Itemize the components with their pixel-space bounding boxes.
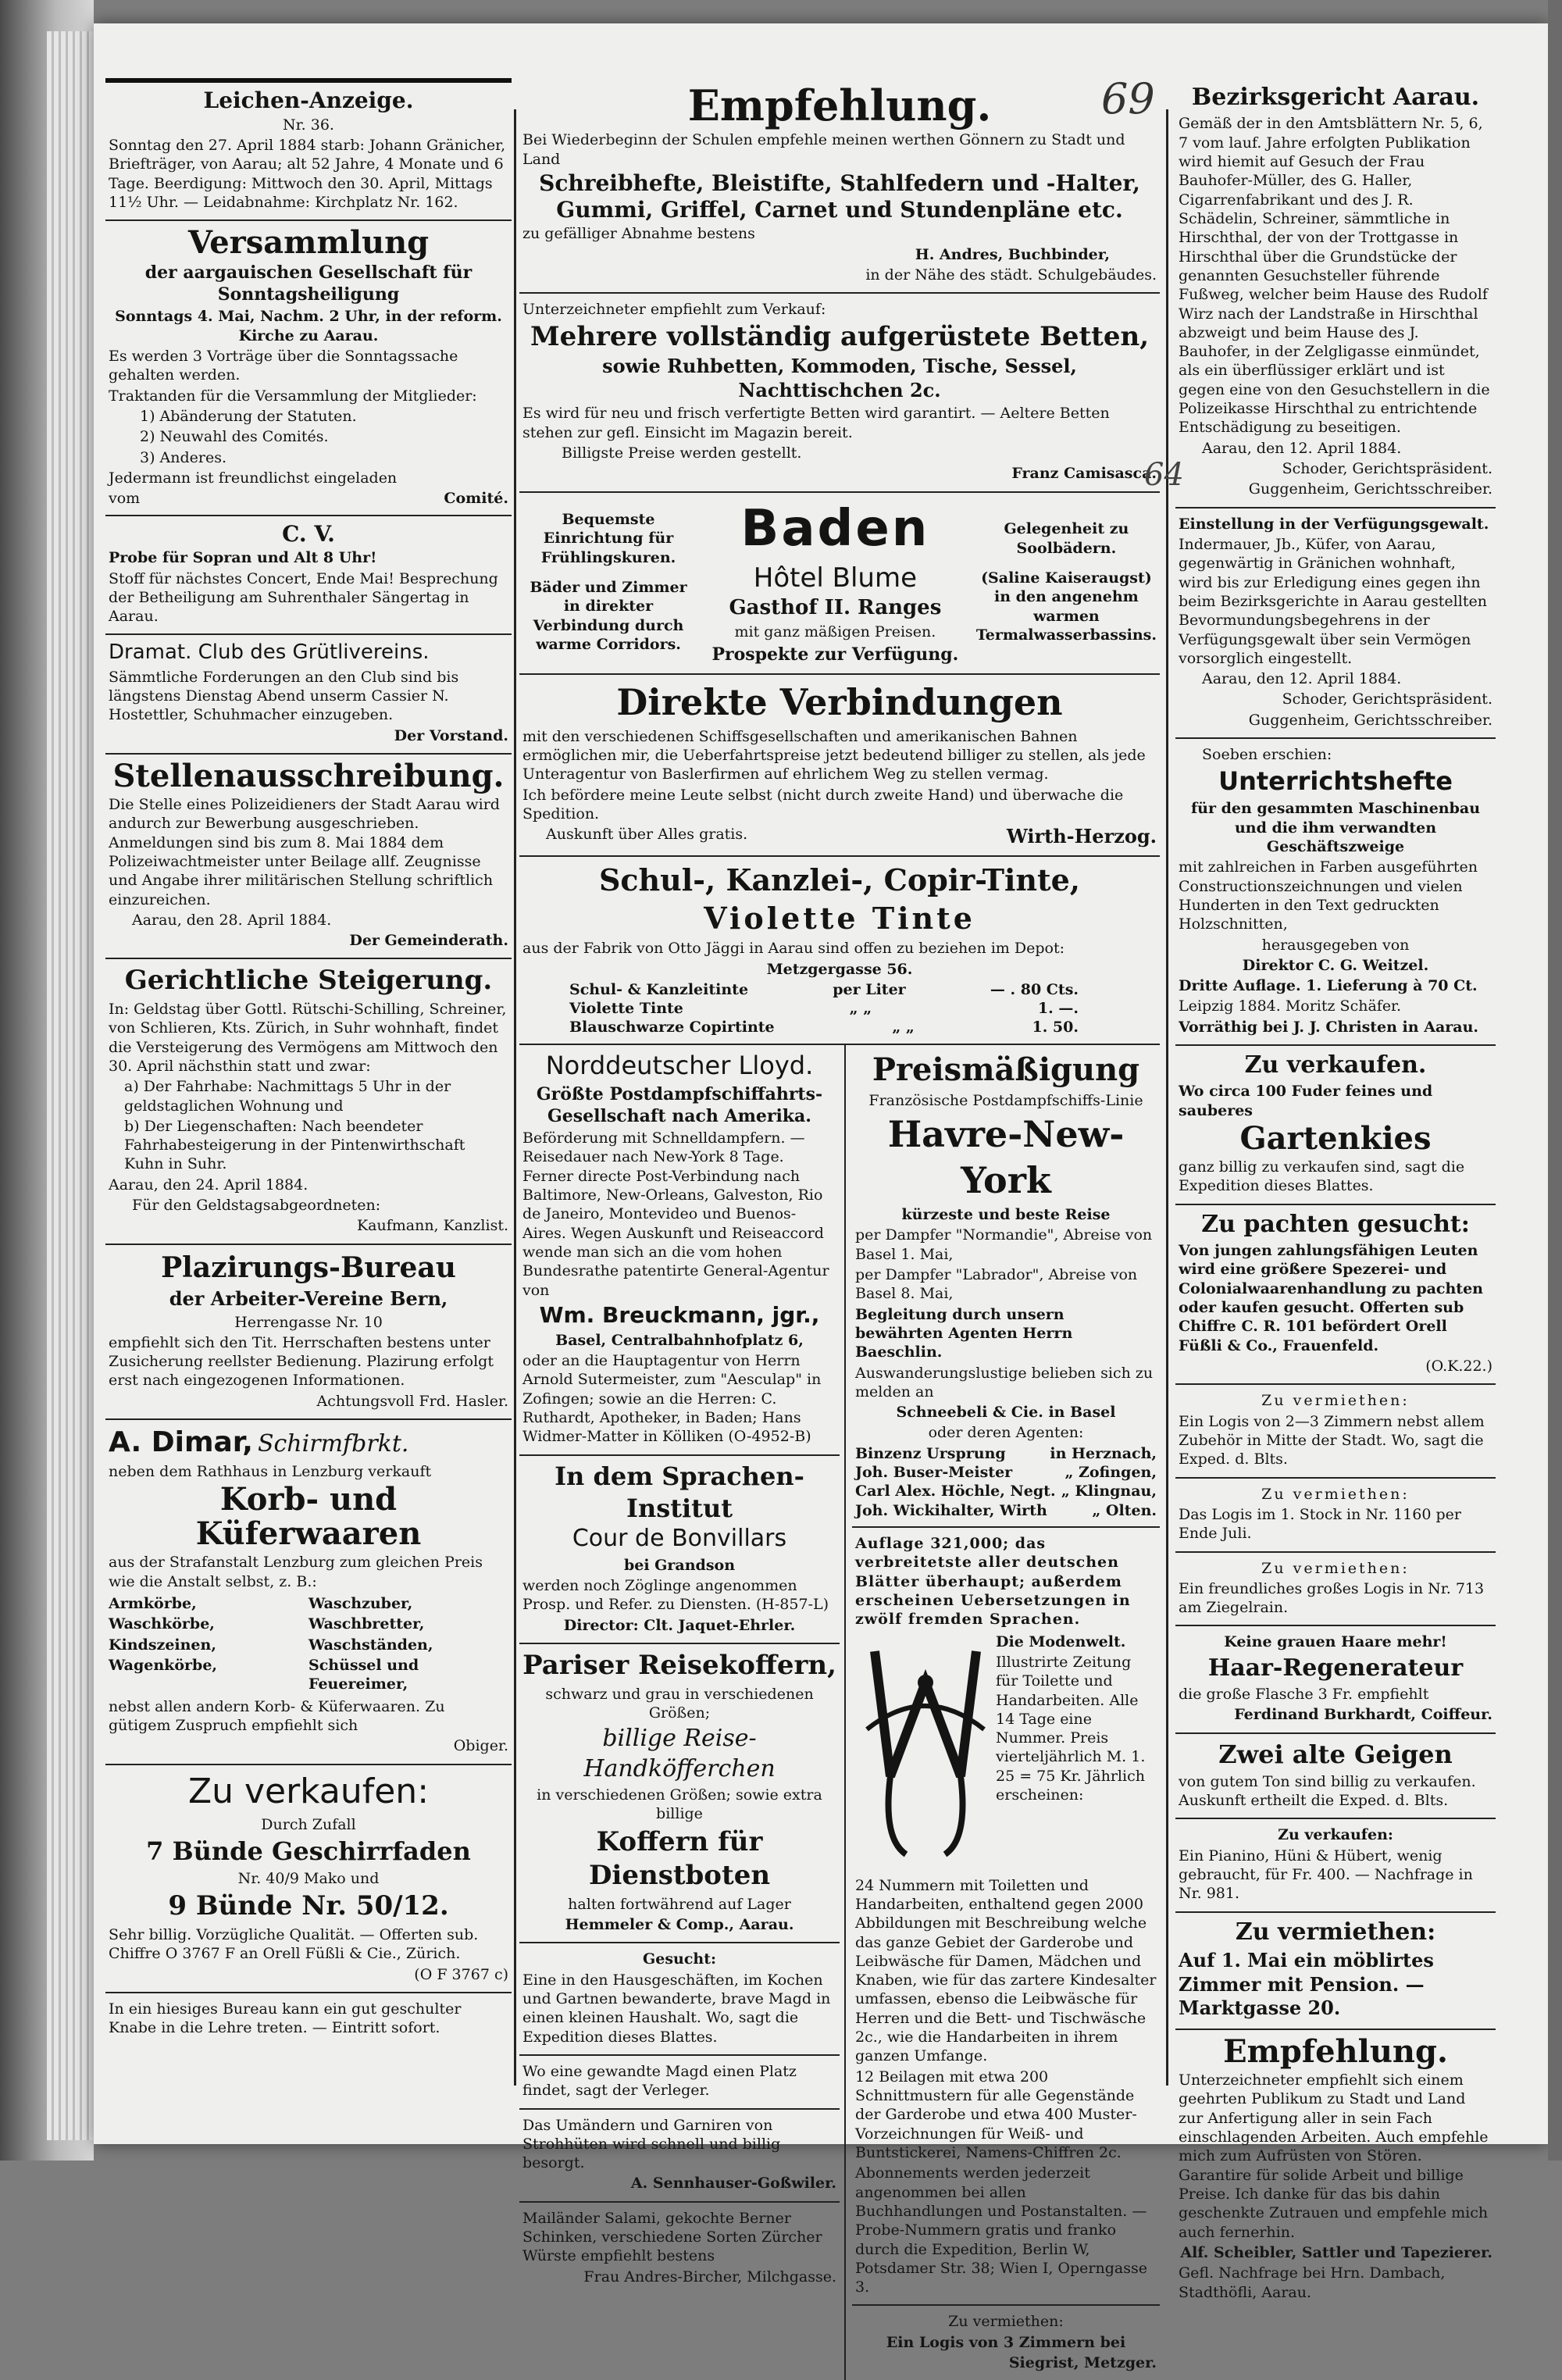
ad-text: In ein hiesiges Bureau kann ein gut geschulter Knabe in die Lehre treten. — Eintritt sofort. xyxy=(109,2000,462,2037)
ad-tail: ganz billig zu verkaufen sind, sagt die Expedition dieses Blattes. xyxy=(1179,1158,1465,1195)
ad-address: in der Nähe des städt. Schulgebäudes. xyxy=(865,266,1157,284)
ad-gesucht xyxy=(519,1943,840,2056)
ad-title: Leichen-Anzeige. xyxy=(203,87,414,113)
ad-sign: Der Gemeinderath. xyxy=(349,932,508,950)
scan-border xyxy=(1548,0,1562,2161)
ad-firm: Schneebeli & Cie. in Basel xyxy=(896,1404,1116,1422)
ad-sign: Alf. Scheibler, Sattler und Tapezierer. xyxy=(1180,2243,1492,2261)
ad-item: 2) Neuwahl des Comités. xyxy=(140,428,329,446)
ad-date: Aarau, den 12. April 1884. xyxy=(1202,670,1402,688)
ad-title: Versammlung xyxy=(187,224,430,262)
ad-sprachen xyxy=(519,1456,840,1645)
ad-hotel: Hôtel Blume xyxy=(753,562,918,594)
ad-bezirksgericht xyxy=(1175,78,1496,508)
ad-sign: H. Andres, Buchbinder, xyxy=(915,245,1110,263)
price-row: Violette Tinte „ „ 1. —. xyxy=(569,1000,1079,1018)
column-2 xyxy=(519,78,1160,2372)
ad-line-1: Durch Zufall xyxy=(261,1815,356,1833)
ad-code: (O F 3767 c) xyxy=(414,1965,508,1983)
ad-date: Aarau, den 28. April 1884. xyxy=(132,911,332,929)
ad-stroh xyxy=(519,2110,840,2203)
ad-title: Zwei alte Geigen xyxy=(1218,1739,1453,1769)
ad-place: Cour de Bonvillars xyxy=(572,1525,787,1553)
ad-sign: Ferdinand Burkhardt, Coiffeur. xyxy=(1234,1706,1492,1724)
ad-sign: Franz Camisasca. xyxy=(1011,465,1157,483)
ad-title: Empfehlung. xyxy=(687,80,992,130)
ad-intro: Soeben erschien: xyxy=(1202,746,1332,764)
ad-address: Herrengasse Nr. 10 xyxy=(234,1313,383,1331)
ad-sign: Siegrist, Metzger. xyxy=(1008,2354,1157,2372)
ad-baden xyxy=(519,493,1160,675)
ad-left-1: Bequemste Einrichtung für Frühlingskuren. xyxy=(540,511,676,566)
ad-text: Indermauer, Jb., Küfer, von Aarau, gegenwärtig in Gränichen wohnhaft, wird bis zur Erledigung eines gegen ihn beim Bezirksgerichte in Aarau gestellten Bevormundungsbegehrens in der Verfügungsgewalt über sein Vermögen vorsorglich eingestellt. xyxy=(1179,535,1487,667)
ad-depot: Metzgergasse 56. xyxy=(766,960,913,978)
ad-text: Sonntag den 27. April 1884 starb: Johann Gränicher, Briefträger, von Aarau; alt 52 Jahre, 4 Monate und 6 Tage. Beerdigung: Mittwoch den 30. April, Mittags 11½ Uhr. — Leidabnahme: Kirchplatz Nr. 162. xyxy=(109,136,506,211)
ad-text: Von jungen zahlungsfähigen Leuten wird eine größere Spezerei- und Colonialwaarenhandlung zu pachten oder kaufen gesucht. Offerten sub Chiffre C. R. 101 befördert Orell Füßli & Co., Frauenfeld. xyxy=(1179,1242,1483,1354)
ad-text: mit den verschiedenen Schiffsgesellschaften und amerikanischen Bahnen ermöglichen mir, die Ueberfahrtspreise jetzt bedeutend billiger zu stellen, als jede Unteragentur von Baslerfirmen auf ehrlichem Weg zu stellen vermag. xyxy=(522,727,1146,783)
ad-lloyd xyxy=(519,1045,840,1456)
ad-text: Auswanderungslustige belieben sich zu melden an xyxy=(855,1364,1154,1401)
ad-products: Schreibhefte, Bleistifte, Stahlfedern und -Halter, Gummi, Griffel, Carnet und Stundenpläne etc. xyxy=(539,170,1140,223)
ad-text: Es wird für neu und frisch verfertigte Betten wird garantirt. — Aeltere Betten stehen zur gefl. Einsicht im Magazin bereit. xyxy=(522,405,1110,441)
ad-subtitle: sowie Ruhbetten, Kommoden, Tische, Sessel, Nachttischchen 2c. xyxy=(602,354,1077,401)
ad-steigerung xyxy=(105,959,512,1244)
ad-item: 1) Abänderung der Statuten. xyxy=(140,408,357,426)
ad-text: Wo eine gewandte Magd einen Platz findet, sagt der Verleger. xyxy=(522,2062,797,2100)
ad-best: kürzeste und beste Reise xyxy=(901,1206,1111,1224)
ad-pre: Keine grauen Haare mehr! xyxy=(1224,1633,1447,1651)
ad-number: Nr. 36. xyxy=(283,116,334,134)
column-1 xyxy=(105,78,512,2093)
ad-trakt: Traktanden für die Versammlung der Mitglieder: xyxy=(109,387,477,405)
ad-title: Norddeutscher Lloyd. xyxy=(545,1050,814,1080)
ad-haar xyxy=(1175,1626,1496,1733)
ad-right-2: (Saline Kaiseraugst) in den angenehm warmen Termalwasserbassins. xyxy=(975,569,1157,644)
ad-list-item: Waschkörbe, xyxy=(109,1615,215,1633)
ad-tail: Gefl. Nachfrage bei Hrn. Dambach, Stadthöfli, Aarau. xyxy=(1179,2264,1446,2301)
ad-text: Ein Logis von 2—3 Zimmern nebst allem Zubehör in Mitte der Stadt. Wo, sagt die Exped. d. Blts. xyxy=(1179,1412,1485,1468)
ad-text: mit zahlreichen in Farben ausgeführten Constructionszeichnungen und vielen Hunderten in den Text gedruckten Holzschnitten, xyxy=(1179,858,1478,933)
ad-title: Direkte Verbindungen xyxy=(616,680,1063,723)
ad-text: Eine in den Hausgeschäften, im Kochen und Gartnen bewanderte, brave Magd in einen kleinen Haushalt. Wo, sagt die Expedition dieses Blattes. xyxy=(522,1971,831,2046)
ad-text: Es werden 3 Vorträge über die Sonntagssache gehalten werden. xyxy=(109,348,458,384)
ad-verm-1 xyxy=(1175,1385,1496,1478)
ad-verm-2 xyxy=(1175,1479,1496,1553)
ad-text-2: oder an die Hauptagentur von Herrn Arnold Sutermeister, zum "Aesculap" in Zofingen; sowie an die Herren: C. Ruthardt, Apotheker, in Baden; Hans Widmer-Matter in Kölliken (O-4952-B) xyxy=(522,1352,822,1446)
ad-agent: Wm. Breuckmann, jgr., xyxy=(539,1301,820,1328)
ad-sign: A. Sennhauser-Goßwiler. xyxy=(630,2175,836,2193)
ad-title: Bezirksgericht Aarau. xyxy=(1191,84,1480,111)
ad-title: Zu vermiethen: xyxy=(1261,1392,1410,1410)
ad-subtitle: der Arbeiter-Vereine Bern, xyxy=(169,1286,448,1310)
ad-dimar xyxy=(105,1420,512,1765)
ad-verm-3 xyxy=(1175,1553,1496,1627)
ad-leichen xyxy=(105,78,512,221)
ad-text: Auf 1. Mai ein möblirtes Zimmer mit Pension. — Marktgasse 20. xyxy=(1179,1948,1434,2020)
agent-row: Joh. Wickihalter, Wirth „ Olten. xyxy=(855,1501,1157,1519)
ad-title: Zu vermiethen: xyxy=(948,2313,1064,2331)
ad-text: Das Umändern und Garniren von Strohhüten wird schnell und billig besorgt. xyxy=(522,2116,781,2172)
ad-title: Baden xyxy=(740,499,930,558)
ad-dramat xyxy=(105,635,512,755)
ad-text: aus der Fabrik von Otto Jäggi in Aarau sind offen zu beziehen im Depot: xyxy=(522,940,1065,958)
ad-line-2: per Dampfer "Labrador", Abreise von Basel 8. Mai, xyxy=(855,1265,1138,1303)
ad-text: Beförderung mit Schnelldampfern. — Reisedauer nach New-York 8 Tage. Ferner directe Post-Verbindung nach Baltimore, New-Orleans, Galveston, Rio de Janeiro, Montevideo und Buenos-Aires. Wegen Auskunft und Reiseaccord wende man sich an die vom hohen Bundesrathe patentirte General-Agentur von xyxy=(522,1129,829,1299)
ad-title: Dramat. Club des Grütlivereins. xyxy=(109,640,430,665)
ad-title: Zu vermiethen: xyxy=(1235,1918,1436,1946)
ad-moebl xyxy=(1175,1913,1496,2031)
ad-when: Sonntags 4. Mai, Nachm. 2 Uhr, in der reform. Kirche zu Aarau. xyxy=(115,308,502,344)
ad-betten xyxy=(519,294,1160,493)
ad-geigen xyxy=(1175,1734,1496,1820)
ad-title: Plazirungs-Bureau xyxy=(161,1251,456,1284)
agent-row: Carl Alex. Höchle, Negt. „ Klingnau, xyxy=(855,1483,1157,1500)
ad-item-b: b) Der Liegenschaften: Nach beendeter Fahrhabesteigerung in der Pintenwirthschaft Kuhn in Suhr. xyxy=(124,1117,465,1173)
ad-text-2: billige Reise-Handköfferchen xyxy=(583,1725,776,1782)
ad-list-item: Kindszeinen, xyxy=(109,1636,216,1654)
ad-modenwelt xyxy=(852,1528,1160,2306)
ad-invite: Jedermann ist freundlichst eingeladen xyxy=(109,469,398,487)
ad-subtitle: Französische Postdampfschiffs-Linie xyxy=(868,1091,1143,1109)
ad-title: Korb- und Küferwaaren xyxy=(195,1481,422,1553)
ad-edition: Dritte Auflage. 1. Lieferung à 70 Ct. xyxy=(1179,977,1478,995)
ad-text: Ein freundliches großes Logis in Nr. 713 am Ziegelrain. xyxy=(1179,1579,1485,1617)
ad-from: vom xyxy=(109,490,141,508)
ad-text-2: aus der Strafanstalt Lenzburg zum gleichen Preis wie die Anstalt selbst, z. B.: xyxy=(109,1554,483,1590)
ad-text-5: halten fortwährend auf Lager xyxy=(568,1895,791,1913)
ad-list-item: Armkörbe, xyxy=(109,1595,197,1613)
handwritten-mark-2: 64 xyxy=(1144,457,1184,493)
ad-stock: Vorräthig bei J. J. Christen in Aarau. xyxy=(1179,1018,1479,1036)
ad-einstellung xyxy=(1175,508,1496,739)
ad-zu-vermiethen xyxy=(852,2306,1160,2380)
price-row: Schul- & Kanzleitinte per Liter — . 80 Cts. xyxy=(569,980,1079,998)
column-rule-2 xyxy=(1166,109,1168,2086)
ad-for: Für den Geldstagsabgeordneten: xyxy=(132,1197,381,1215)
modenwelt-logo-icon xyxy=(859,1636,992,1870)
ad-title: Die Modenwelt. xyxy=(996,1632,1126,1650)
ad-text: von gutem Ton sind billig zu verkaufen. Auskunft ertheilt die Exped. d. Blts. xyxy=(1179,1772,1476,1810)
ad-date: Aarau, den 12. April 1884. xyxy=(1202,439,1402,457)
ad-date: Aarau, den 24. April 1884. xyxy=(109,1176,308,1194)
ad-title: Mehrere vollständig aufgerüstete Betten, xyxy=(530,321,1150,353)
ad-auskunft: Auskunft über Alles gratis. xyxy=(546,826,748,844)
column-3 xyxy=(1175,78,1496,2301)
ad-tinte xyxy=(519,857,1160,1045)
ad-publisher: Leipzig 1884. Moritz Schäfer. xyxy=(1179,997,1402,1015)
ad-versammlung xyxy=(105,221,512,516)
ad-title-2: Violette Tinte xyxy=(704,900,975,936)
ad-text: Bei Wiederbeginn der Schulen empfehle meinen werthen Gönnern zu Stadt und Land xyxy=(522,131,1125,168)
ad-list-item: Waschzuber, xyxy=(308,1595,413,1613)
ad-title: Zu verkaufen: xyxy=(1278,1826,1393,1844)
ad-title: Zu pachten gesucht: xyxy=(1201,1210,1470,1238)
ad-bold: Probe für Sopran und Alt 8 Uhr! xyxy=(109,549,377,567)
column-rule-1 xyxy=(514,109,516,2086)
ad-cv xyxy=(105,516,512,636)
ad-line-4: 9 Bünde Nr. 50/12. xyxy=(168,1890,449,1922)
ad-verkaufen xyxy=(105,1765,512,1993)
ad-subtitle: der aargauischen Gesellschaft für Sonntagsheiligung xyxy=(144,262,473,305)
ad-prospekte: Prospekte zur Verfügung. xyxy=(711,644,959,665)
ad-sign: Frau Andres-Bircher, Milchgasse. xyxy=(583,2268,836,2285)
ad-desc-2: 24 Nummern mit Toiletten und Handarbeiten, enthaltend gegen 2000 Abbildungen mit Beschreibung welche das ganze Gebiet der Garderobe und Leibwäsche für Damen, Mädchen und Knaben, wie für das zartere Kindesalter umfassen, ebenso die Leibwäsche für Herren und die Bett- und Tischwäsche 2c., wie die Handarbeiten in ihrem ganzen Umfange. xyxy=(855,1876,1157,2065)
ad-pianino xyxy=(1175,1819,1496,1912)
ad-director: Director: Clt. Jaquet-Ehrler. xyxy=(563,1616,796,1634)
ad-intro: Unterzeichneter empfiehlt zum Verkauf: xyxy=(522,301,826,319)
ad-text: werden noch Zöglinge angenommen Prosp. und Refer. zu Diensten. (H-857-L) xyxy=(522,1577,829,1614)
ad-subtitle: für den gesammten Maschinenbau und die ihm verwandten Geschäftszweige xyxy=(1190,800,1481,855)
ad-left-2: Bäder und Zimmer in direkter Verbindung durch warme Corridors. xyxy=(530,579,687,654)
ad-text: Das Logis im 1. Stock in Nr. 1160 per Ende Juli. xyxy=(1179,1505,1461,1543)
ad-trade: Schirmfbrkt. xyxy=(257,1430,409,1458)
ad-preismaessigung xyxy=(852,1045,1160,1528)
ad-magd xyxy=(519,2056,840,2110)
ad-sign-1: Schoder, Gerichtspräsident. xyxy=(1282,460,1492,478)
ad-sign: Wirth-Herzog. xyxy=(1006,825,1157,848)
ad-text-2: Ich befördere meine Leute selbst (nicht durch zweite Hand) und überwache die Spedition. xyxy=(522,786,1124,822)
ad-hrsg: herausgegeben von xyxy=(1261,936,1410,954)
ad-right-1: Gelegenheit zu Soolbädern. xyxy=(1004,520,1129,557)
ad-gartenkies xyxy=(1175,1046,1496,1205)
ad-sign: Achtungsvoll Frd. Hasler. xyxy=(316,1392,508,1410)
ad-list-item: Waschbretter, xyxy=(308,1615,425,1633)
ad-unterrichtshefte xyxy=(1175,739,1496,1046)
ad-koffer xyxy=(519,1644,840,1943)
ad-title: C. V. xyxy=(282,520,335,547)
ad-list-item: Waschständen, xyxy=(308,1636,433,1654)
ad-desc-3: 12 Beilagen mit etwa 200 Schnittmustern für alle Gegenstände der Garderobe und etwa 400 Muster-Vorzeichnungen für Weiß- und Buntstickerei, Namens-Chiffren 2c. xyxy=(855,2068,1137,2161)
ad-code: (O.K.22.) xyxy=(1425,1358,1492,1375)
ad-plazirung xyxy=(105,1245,512,1420)
ad-route: Havre-New-York xyxy=(887,1113,1125,1202)
ad-name: A. Dimar, xyxy=(109,1426,253,1459)
ad-text-4: Koffern für Dienstboten xyxy=(588,1825,771,1892)
ad-sign: Der Vorstand. xyxy=(394,726,508,744)
ad-line-3: Nr. 40/9 Mako und xyxy=(237,1870,380,1888)
ad-sign: Kaufmann, Kanzlist. xyxy=(356,1217,508,1235)
ad-list-item: Schüssel und Feuereimer, xyxy=(308,1657,419,1693)
ad-sign-2: Guggenheim, Gerichtsschreiber. xyxy=(1248,711,1492,729)
ad-title: Gerichtliche Steigerung. xyxy=(124,965,493,997)
ad-director: Direktor C. G. Weitzel. xyxy=(1242,956,1429,974)
ad-sign: Comité. xyxy=(444,490,508,508)
ad-tail: zu gefälliger Abnahme bestens xyxy=(522,225,755,243)
handwritten-mark-1: 69 xyxy=(1101,74,1155,123)
ad-bureau xyxy=(105,1993,512,2046)
ad-item: 3) Anderes. xyxy=(140,448,227,466)
ad-near: bei Grandson xyxy=(623,1556,736,1574)
ad-title: Preismäßigung xyxy=(872,1051,1140,1088)
ad-text: Mailänder Salami, gekochte Berner Schinken, verschiedene Sorten Zürcher Würste empfiehlt bestens xyxy=(522,2209,822,2265)
ad-or: oder deren Agenten: xyxy=(928,1424,1084,1442)
ad-salami xyxy=(519,2203,840,2294)
ad-begleitung: Begleitung durch unsern bewährten Agenten Herrn Baeschlin. xyxy=(855,1305,1073,1361)
ad-prices: Billigste Preise werden gestellt. xyxy=(562,444,802,462)
ad-pachten xyxy=(1175,1205,1496,1386)
ad-text: Gemäß der in den Amtsblättern Nr. 5, 6, 7 vom lauf. Jahre erfolgten Publikation wird hiemit auf Gesuch der Frau Bauhofer-Müller, des G. Haller, Cigarrenfabrikant und des J. R. Schädelin, Schreiner, sämmtliche in Hirschthal, der von der Trottgasse in Hirschthal über die Grundstücke der genannten Gesuchsteller führende Fußweg, welcher beim Hause des Rudolf Wirz nach der Landstraße in Hirschthal abzweigt und beim Hause des J. Bauhofer, in der Zelgligasse einmündet, als ein überflüssiger erklärt und ist gegen eine von den Gesuchstellern in die Polizeikasse Hirschthal zu entrichtende Entschädigung zu beseitigen. xyxy=(1179,115,1490,437)
ad-text: Stoff für nächstes Concert, Ende Mai! Besprechung der Betheiligung am Suhrenthaler Sängertag in Aarau. xyxy=(109,569,498,626)
ad-text: Ein Logis von 3 Zimmern bei xyxy=(886,2333,1126,2351)
ad-empfehlung-2 xyxy=(1175,2030,1496,2310)
ad-subtitle: Größte Postdampfschiffahrts-Gesellschaft nach Amerika. xyxy=(536,1083,823,1126)
ad-title: Haar-Regenerateur xyxy=(1207,1654,1464,1682)
ad-title: In dem Sprachen-Institut xyxy=(555,1461,804,1523)
ad-title: Zu vermiethen: xyxy=(1261,1559,1410,1577)
ad-list-item: Wagenkörbe, xyxy=(109,1657,218,1675)
ad-text: In: Geldstag über Gottl. Rütschi-Schilling, Schreiner, von Schlieren, Kts. Zürich, in Suhr wohnhaft, findet die Versteigerung des Vermögens am Mittwoch den 30. April nächsthin statt und zwar: xyxy=(109,1000,507,1075)
ad-prices: mit ganz mäßigen Preisen. xyxy=(734,623,936,641)
ad-text: Unterzeichneter empfiehlt sich einem geehrten Publikum zu Stadt und Land zur Anfertigung aller in sein Fach einschlagenden Arbeiten. Auch empfehle mich zum Aufrüsten von Stören. Garantire für solide Arbeit und billige Preise. Ich danke für das bis dahin geschenkte Zutrauen und empfehle mich auch fernerhin. xyxy=(1179,2071,1489,2241)
ad-sign: Hemmeler & Comp., Aarau. xyxy=(565,1916,794,1933)
price-row: Blauschwarze Copirtinte „ „ 1. 50. xyxy=(569,1019,1079,1037)
agent-row: Binzenz Ursprung in Herznach, xyxy=(855,1444,1157,1462)
ad-title: Stellenausschreibung. xyxy=(112,757,505,794)
agent-row: Joh. Buser-Meister „ Zofingen, xyxy=(855,1464,1157,1482)
ad-text: Auflage 321,000; das verbreitetste aller deutschen Blätter überhaupt; außerdem erscheinen Uebersetzungen in zwölf fremden Sprachen. xyxy=(855,1535,1131,1629)
ad-sign: Obiger. xyxy=(453,1737,508,1755)
ad-stelle xyxy=(105,755,512,960)
ad-title: Unterrichtshefte xyxy=(1218,766,1453,797)
ad-line-2: 7 Bünde Geschirrfaden xyxy=(146,1836,471,1867)
ad-title: Zu verkaufen. xyxy=(1244,1051,1427,1079)
ad-address: Basel, Centralbahnhofplatz 6, xyxy=(555,1331,804,1349)
ad-empfehlung xyxy=(519,78,1160,294)
ad-sign-1: Schoder, Gerichtspräsident. xyxy=(1282,690,1492,708)
ad-text: schwarz und grau in verschiedenen Größen; xyxy=(545,1685,814,1722)
ad-text: Sehr billig. Vorzügliche Qualität. — Offerten sub. Chiffre O 3767 F an Orell Füßli & Cie., Zürich. xyxy=(109,1926,479,1963)
ad-text: Die Stelle eines Polizeidieners der Stadt Aarau wird andurch zur Bewerbung ausgeschrieben. Anmeldungen sind bis zum 8. Mai 1884 dem Polizeiwachtmeister unter Beilage allf. Zeugnisse und Angabe ihrer militärischen Stellung schriftlich einzureichen. xyxy=(109,795,500,908)
ad-text: die große Flasche 3 Fr. empfiehlt xyxy=(1179,1686,1429,1704)
ad-title: Einstellung in der Verfügungsgewalt. xyxy=(1179,515,1489,533)
ad-title: Zu vermiethen: xyxy=(1261,1485,1410,1503)
ad-title: Zu verkaufen: xyxy=(187,1771,430,1811)
ad-title: Empfehlung. xyxy=(1223,2033,1448,2071)
ad-tail: nebst allen andern Korb- & Küferwaaren. Zu gütigem Zuspruch empfiehlt sich xyxy=(109,1697,445,1734)
ad-direkt xyxy=(519,675,1160,857)
ad-line-1: per Dampfer "Normandie", Abreise von Basel 1. Mai, xyxy=(855,1226,1153,1263)
ad-text: Sämmtliche Forderungen an den Club sind bis längstens Dienstag Abend unserm Cassier N. Hostettler, Schuhmacher einzugeben. xyxy=(109,668,459,724)
ad-text-3: in verschiedenen Größen; sowie extra billige xyxy=(537,1786,822,1823)
ad-desc-4: Abonnements werden jederzeit angenommen bei allen Buchhandlungen und Postanstalten. — Probe-Nummern gratis und franko durch die Expedition, Berlin W, Potsdamer Str. 38; Wien I, Operngasse 3. xyxy=(855,2164,1147,2296)
ad-title: Pariser Reisekoffern, xyxy=(522,1650,836,1682)
ad-text: empfiehlt sich den Tit. Herrschaften bestens unter Zusicherung reellster Bedienung. Plazirung erfolgt erst nach eingezogenen Informationen. xyxy=(109,1333,494,1390)
ad-desc: Illustrirte Zeitung für Toilette und Handarbeiten. Alle 14 Tage eine Nummer. Preis vierteljährlich M. 1. 25 = 75 Kr. Jährlich erscheinen: xyxy=(996,1653,1146,1804)
ad-big: Gartenkies xyxy=(1239,1120,1432,1158)
ad-item-a: a) Der Fahrhabe: Nachmittags 5 Uhr in der geldstaglichen Wohnung und xyxy=(124,1078,451,1115)
ad-gasthof: Gasthof II. Ranges xyxy=(729,596,942,620)
ad-title: Schul-, Kanzlei-, Copir-Tinte, xyxy=(598,862,1081,897)
ad-title: Gesucht: xyxy=(643,1950,716,1968)
ad-sign-2: Guggenheim, Gerichtsschreiber. xyxy=(1248,480,1492,498)
ad-text: Wo circa 100 Fuder feines und sauberes xyxy=(1179,1083,1433,1119)
two-column-block xyxy=(519,1045,1160,2380)
ad-text: Ein Pianino, Hüni & Hübert, wenig gebraucht, für Fr. 400. — Nachfrage in Nr. 981. xyxy=(1179,1847,1473,1903)
ad-text: neben dem Rathhaus in Lenzburg verkauft xyxy=(109,1463,432,1481)
